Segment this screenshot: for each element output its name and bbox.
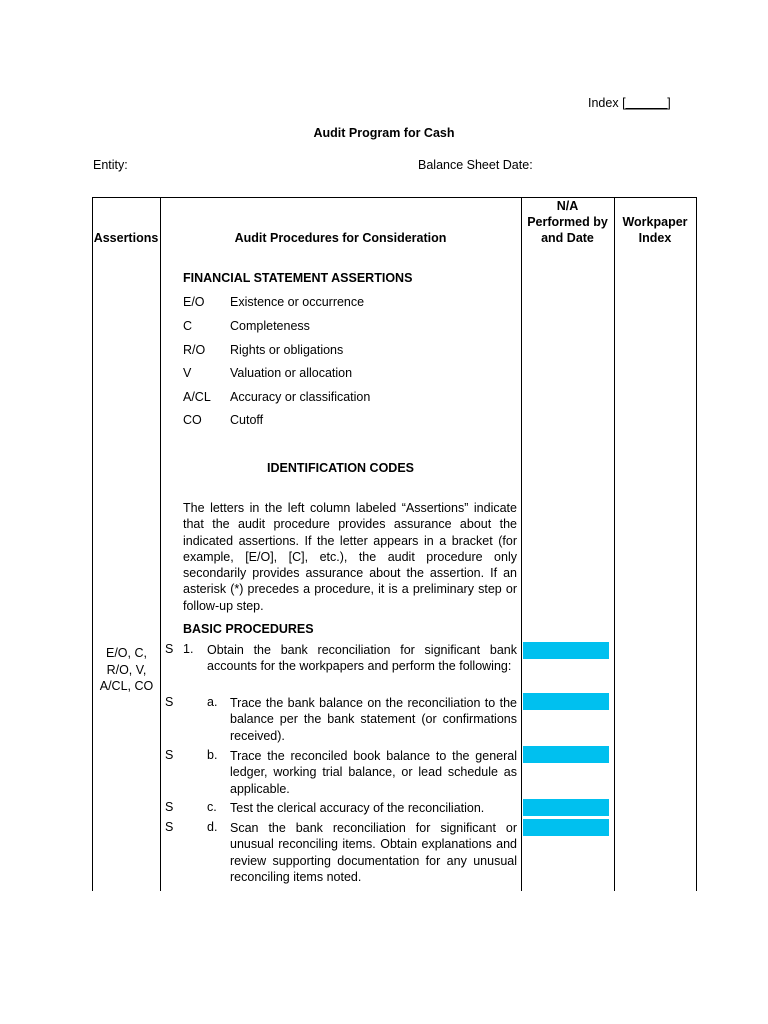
na-line1: N/A [556, 199, 579, 213]
procedure-text: Scan the bank reconciliation for significant or unusual reconciling items. Obtain explanations and review supporting documentation for any unusual reconciling items noted. [230, 821, 517, 884]
fsa-desc: Accuracy or classification [230, 390, 371, 404]
procedure-number: 1. [183, 642, 194, 656]
performed-by-field[interactable] [523, 693, 609, 710]
table-divider-2 [521, 197, 522, 891]
page-title: Audit Program for Cash [313, 126, 455, 140]
procedure-s-mark: S [165, 748, 174, 762]
table-divider-3 [614, 197, 615, 891]
col-header-assertions: Assertions [93, 231, 159, 245]
index-text: Index [588, 96, 619, 110]
procedure-number: b. [207, 748, 218, 762]
procedure-number: c. [207, 800, 217, 814]
na-line3: and Date [541, 231, 594, 245]
procedure-text: Trace the reconciled book balance to the general ledger, working trial balance, or lead schedule as applicable. [230, 749, 517, 796]
entity-label: Entity: [93, 158, 128, 172]
procedure-text: Obtain the bank reconciliation for significant bank accounts for the workpapers and perform the following: [207, 643, 517, 674]
performed-by-field[interactable] [523, 746, 609, 763]
procedure-s-mark: S [165, 820, 174, 834]
identification-paragraph: The letters in the left column labeled “Assertions” indicate that the audit procedure provides assurance about the indicated assertions. If the letter appears in a bracket (for example, [E/O], [C], etc.), the audit procedure only secondarily provides assurance about the assertion. If an asterisk (*) precedes a procedure, it is a preliminary step or follow-up step. [183, 501, 517, 613]
index-label [588, 96, 671, 110]
fsa-desc: Rights or obligations [230, 343, 344, 357]
fsa-desc: Cutoff [230, 413, 264, 427]
procedure-text: Trace the bank balance on the reconciliation to the balance per the bank statement (or confirmations received). [230, 696, 517, 743]
performed-by-field[interactable] [523, 799, 609, 816]
basic-procedures-heading: BASIC PROCEDURES [183, 622, 314, 636]
fsa-desc: Valuation or allocation [230, 366, 353, 380]
fsa-code: R/O [183, 343, 206, 357]
fsa-code: E/O [183, 295, 205, 309]
procedure-number: d. [207, 820, 218, 834]
wp-line2: Index [638, 231, 672, 245]
fsa-heading: FINANCIAL STATEMENT ASSERTIONS [183, 271, 413, 285]
performed-by-field[interactable] [523, 819, 609, 836]
col-header-na-performed [521, 198, 614, 246]
fsa-desc: Completeness [230, 319, 310, 333]
fsa-code: A/CL [183, 390, 211, 404]
identification-heading: IDENTIFICATION CODES [267, 461, 414, 475]
na-line2: Performed by [527, 215, 608, 229]
procedure-number: a. [207, 695, 218, 709]
assertions-cell [93, 645, 160, 695]
wp-line1: Workpaper [622, 215, 688, 229]
balance-sheet-date-label: Balance Sheet Date: [418, 158, 533, 172]
index-blank: [______] [622, 96, 671, 110]
procedure-s-mark: S [165, 642, 174, 656]
procedure-s-mark: S [165, 695, 174, 709]
table-border-left [92, 197, 93, 891]
assertions-line: E/O, C, [106, 646, 147, 660]
procedure-text: Test the clerical accuracy of the reconciliation. [230, 801, 485, 815]
procedure-s-mark: S [165, 800, 174, 814]
col-header-workpaper-index [614, 214, 696, 246]
fsa-code: CO [183, 413, 202, 427]
assertions-line: A/CL, CO [99, 679, 154, 693]
table-divider-1 [160, 197, 161, 891]
performed-by-field[interactable] [523, 642, 609, 659]
assertions-line: R/O, V, [106, 662, 147, 677]
fsa-desc: Existence or occurrence [230, 295, 365, 309]
col-header-procedures: Audit Procedures for Consideration [234, 231, 447, 245]
fsa-code: C [183, 319, 193, 333]
table-border-right [696, 197, 697, 891]
fsa-code: V [183, 366, 192, 380]
